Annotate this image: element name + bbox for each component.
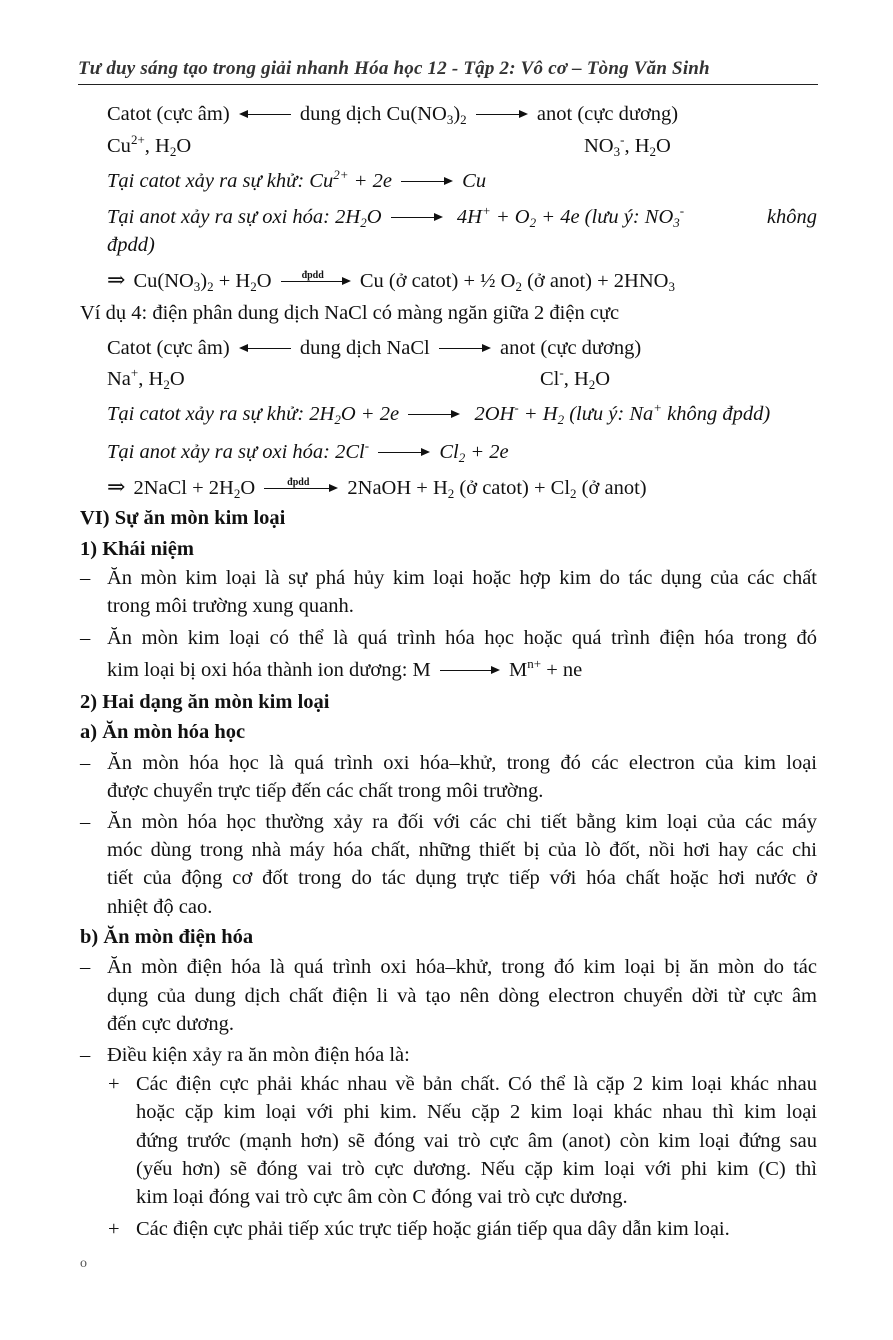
paragraph-line: Điều kiện xảy ra ăn mòn điện hóa là: — [107, 1044, 410, 1066]
ex3-overall-equation: ⇒ $Cu(NO_3)_2 + H_2O$ đpdd Cu (ở catot) + ½ $O_2$ (ở anot) + $2HNO_3$ — [107, 267, 675, 294]
plus-bullet: + — [108, 1218, 120, 1240]
dash-bullet: – — [80, 811, 91, 833]
ex3-cat-ions: $Cu^{2+}$, $H_2O$ — [107, 132, 192, 159]
header-rule — [78, 84, 818, 85]
right-arrow-icon — [440, 666, 500, 676]
page-mark: o — [80, 1256, 87, 1271]
subsection-title: b) Ăn mòn điện hóa — [80, 926, 254, 948]
paragraph-line: hoặc cặp kim loại với phi kim. Nếu cặp 2 kim loại khác nhau thì kim loại — [136, 1101, 817, 1123]
paragraph-line: đến cực dương. — [107, 1013, 234, 1035]
paragraph-line: móc dùng trong nhà máy hóa chất, những thiết bị của lò đốt, nồi hơi hay các chi — [107, 839, 817, 861]
ex3-an-ions: $NO_3^-$, $H_2O$ — [584, 132, 671, 159]
ex4-electrode-line: Catot (cực âm) dung dịch NaCl anot (cực dương) — [107, 337, 642, 359]
paragraph-line: trong môi trường xung quanh. — [107, 595, 354, 617]
paragraph-line: Ăn mòn kim loại là sự phá hủy kim loại hoặc hợp kim do tác dụng của các chất — [107, 567, 817, 589]
dash-bullet: – — [80, 956, 91, 978]
right-arrow-icon — [476, 110, 528, 120]
ex4-an-ions: Cl-, $H_2O$ — [540, 365, 611, 392]
section-title: VI) Sự ăn mòn kim loại — [80, 507, 286, 529]
paragraph-line: nhiệt độ cao. — [107, 896, 213, 918]
plus-bullet: + — [108, 1073, 120, 1095]
ex3-an-note-cont: đpdd) — [107, 234, 155, 256]
paragraph-line: được chuyển trực tiếp đến các chất trong môi trường. — [107, 780, 544, 802]
ex4-title: Ví dụ 4: điện phân dung dịch NaCl có màng ngăn giữa 2 điện cực — [80, 302, 620, 324]
ex4-an-reaction: Tại anot xảy ra sự oxi hóa: 2Cl- $Cl_2 + 2e$ — [107, 438, 509, 465]
ex3-an-reaction: Tại anot xảy ra sự oxi hóa: $2H_2O$ $4H^+ + O_2 + 4e$ (lưu ý: $NO_3^-$ không — [107, 203, 817, 230]
ex3-cat-reaction: Tại catot xảy ra sự khử: $Cu^{2+} + 2e$ Cu — [107, 167, 487, 192]
right-arrow-icon — [401, 177, 453, 187]
ex4-cat-ions: Na+, $H_2O$ — [107, 365, 185, 392]
paragraph-line: kim loại bị oxi hóa thành ion dương: M $M^{n+}$ + ne — [107, 656, 583, 681]
implies-icon: ⇒ — [107, 474, 126, 499]
right-arrow-icon — [391, 213, 443, 223]
left-arrow-icon — [239, 344, 291, 354]
paragraph-line: tiết của động cơ đốt trong do tác dụng trực tiếp với hóa chất hoặc hơi nước ở — [107, 867, 817, 889]
ex4-cat-reaction: Tại catot xảy ra sự khử: $2H_2O + 2e$ $2OH^- + H_2$ (lưu ý: Na+ không đpdd) — [107, 400, 771, 427]
paragraph-line: Ăn mòn hóa học là quá trình oxi hóa–khử, trong đó các electron của kim loại — [107, 752, 817, 774]
subsection-title: 2) Hai dạng ăn mòn kim loại — [80, 691, 330, 713]
implies-icon: ⇒ — [107, 267, 126, 292]
paragraph-line: Các điện cực phải khác nhau về bản chất. Có thể là cặp 2 kim loại khác nhau — [136, 1073, 817, 1095]
dash-bullet: – — [80, 752, 91, 774]
right-arrow-icon — [378, 448, 430, 458]
subsection-title: a) Ăn mòn hóa học — [80, 721, 246, 743]
right-arrow-icon: đpdd — [281, 277, 351, 287]
page-header: Tư duy sáng tạo trong giải nhanh Hóa học 12 - Tập 2: Vô cơ – Tòng Văn Sinh — [78, 58, 710, 79]
paragraph-line: (yếu hơn) sẽ đóng vai trò cực dương. Nếu cặp kim loại với phi kim (C) thì — [136, 1158, 817, 1180]
dash-bullet: – — [80, 627, 91, 649]
paragraph-line: dụng của dung dịch chất điện li và tạo nên dòng electron chuyển dời từ cực âm — [107, 985, 817, 1007]
right-arrow-icon — [408, 410, 460, 420]
right-arrow-icon — [439, 344, 491, 354]
paragraph-line: Các điện cực phải tiếp xúc trực tiếp hoặc gián tiếp qua dây dẫn kim loại. — [136, 1218, 730, 1240]
dash-bullet: – — [80, 1044, 91, 1066]
left-arrow-icon — [239, 110, 291, 120]
paragraph-line: Ăn mòn kim loại có thể là quá trình hóa học hoặc quá trình điện hóa trong đó — [107, 627, 817, 649]
subsection-title: 1) Khái niệm — [80, 538, 194, 560]
paragraph-line: kim loại đóng vai trò cực âm còn C đóng vai trò cực dương. — [136, 1186, 628, 1208]
right-arrow-icon: đpdd — [264, 484, 338, 494]
dash-bullet: – — [80, 567, 91, 589]
ex3-electrode-line: Catot (cực âm) dung dịch $Cu(NO_3)_2$ anot (cực dương) — [107, 103, 679, 127]
ex4-overall-equation: ⇒ 2NaCl + $2H_2O$ đpdd 2NaOH + $H_2$ (ở catot) + $Cl_2$ (ở anot) — [107, 474, 647, 501]
paragraph-line: Ăn mòn điện hóa là quá trình oxi hóa–khử, trong đó kim loại bị ăn mòn do tác — [107, 956, 817, 978]
paragraph-line: Ăn mòn hóa học thường xảy ra đối với các chi tiết bằng kim loại của các máy — [107, 811, 817, 833]
paragraph-line: đứng trước (mạnh hơn) sẽ đóng vai trò cực âm (anot) còn kim loại đứng sau — [136, 1130, 817, 1152]
